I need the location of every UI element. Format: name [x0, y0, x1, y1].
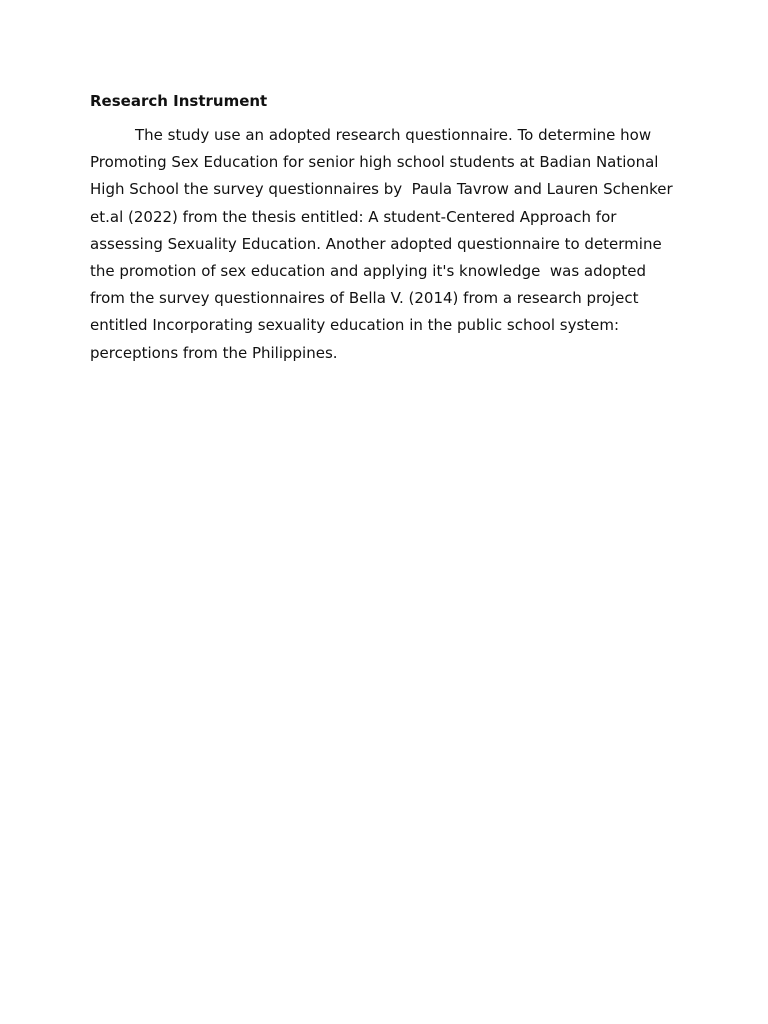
paragraph-line: et.al (2022) from the thesis entitled: A student-Centered Approach for — [90, 207, 617, 226]
paragraph-line: entitled Incorporating sexuality education in the public school system: — [90, 316, 620, 335]
section-heading: Research Instrument — [90, 92, 268, 110]
paragraph-line: assessing Sexuality Education. Another adopted questionnaire to determine — [90, 234, 662, 253]
paragraph-line: from the survey questionnaires of Bella V. (2014) from a research project — [90, 289, 639, 308]
paragraph-line: High School the survey questionnaires by Paula Tavrow and Lauren Schenker — [90, 180, 673, 199]
paragraph-line: The study use an adopted research questionnaire. To determine how — [135, 126, 652, 144]
paragraph-line: the promotion of sex education and applying it's knowledge was adopted — [90, 262, 646, 281]
body-paragraph — [90, 122, 690, 367]
paragraph-line: Promoting Sex Education for senior high school students at Badian National — [90, 153, 659, 172]
paragraph-line: perceptions from the Philippines. — [90, 343, 338, 362]
